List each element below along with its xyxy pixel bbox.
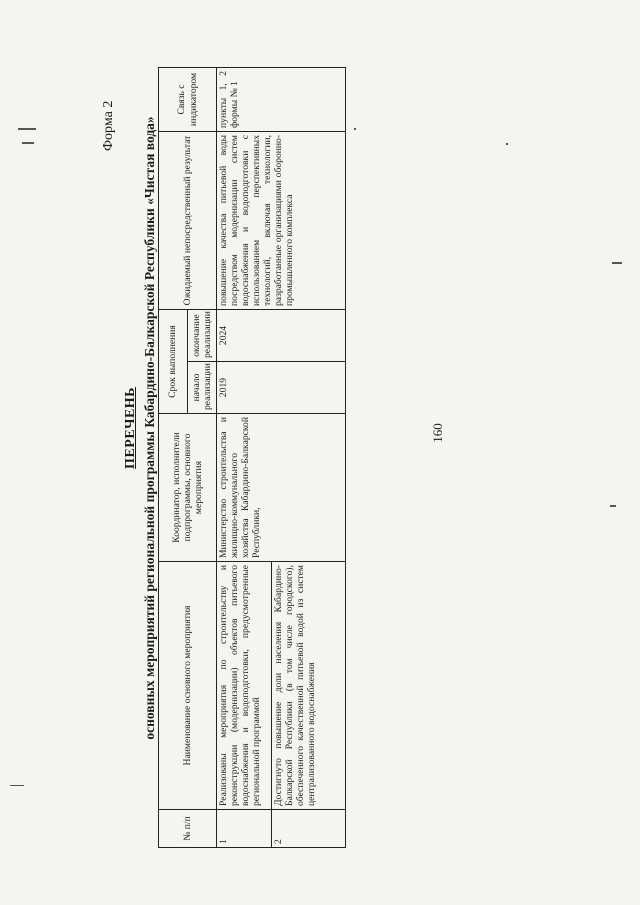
header-end: окончание реализации: [188, 309, 217, 361]
row-name: Достигнуто повышение доли населения Кабардино-Балкарской Республики (в том числе городского), обеспеченного качественной питьевой водой из систем централизованного водоснабжения: [272, 562, 346, 810]
header-name: Наименование основного мероприятия: [159, 562, 217, 810]
row-coordinator: Министерство строительства и жилищно-коммунального хозяйства Кабардино-Балкарской Республики,: [217, 414, 346, 562]
rotated-page: [5, 3, 625, 903]
row-start: 2019: [217, 362, 346, 414]
header-link: Связь с индикатором: [159, 67, 217, 131]
page-number: 160: [430, 423, 445, 443]
header-coordinator: Координатор, исполнители подпрограммы, основного мероприятия: [159, 414, 217, 562]
document-subtitle: основных мероприятий региональной программы Кабардино-Балкарской Республики «Чистая вода»: [142, 116, 157, 740]
form-label: Форма 2: [101, 100, 116, 151]
row-name: Реализованы мероприятия по строительству и реконструкции (модернизации) объектов питьевого водоснабжения и водоподготовки, предусмотренные региональной программой: [217, 562, 272, 810]
row-link: пункты 1, 2 формы № 1: [217, 67, 346, 131]
table-header-row: [159, 67, 188, 847]
document-title: ПЕРЕЧЕНЬ: [123, 387, 138, 469]
header-num: № п/п: [159, 810, 217, 848]
header-deadline-group: Срок выполнения: [159, 309, 188, 413]
table-row: [217, 67, 272, 847]
measures-table: [158, 67, 346, 848]
row-num: 2: [272, 810, 346, 848]
header-start: начало реализации: [188, 362, 217, 414]
header-result: Ожидаемый непосредственный результат: [159, 131, 217, 309]
row-num: 1: [217, 810, 272, 848]
row-end: 2024: [217, 309, 346, 361]
row-result: повышение качества питьевой воды посредством модернизации систем водоснабжения и водоподготовки с использованием перспективных технологий, включая технологии, разработанные организациями оборонно-промышленного комплекса: [217, 131, 346, 309]
